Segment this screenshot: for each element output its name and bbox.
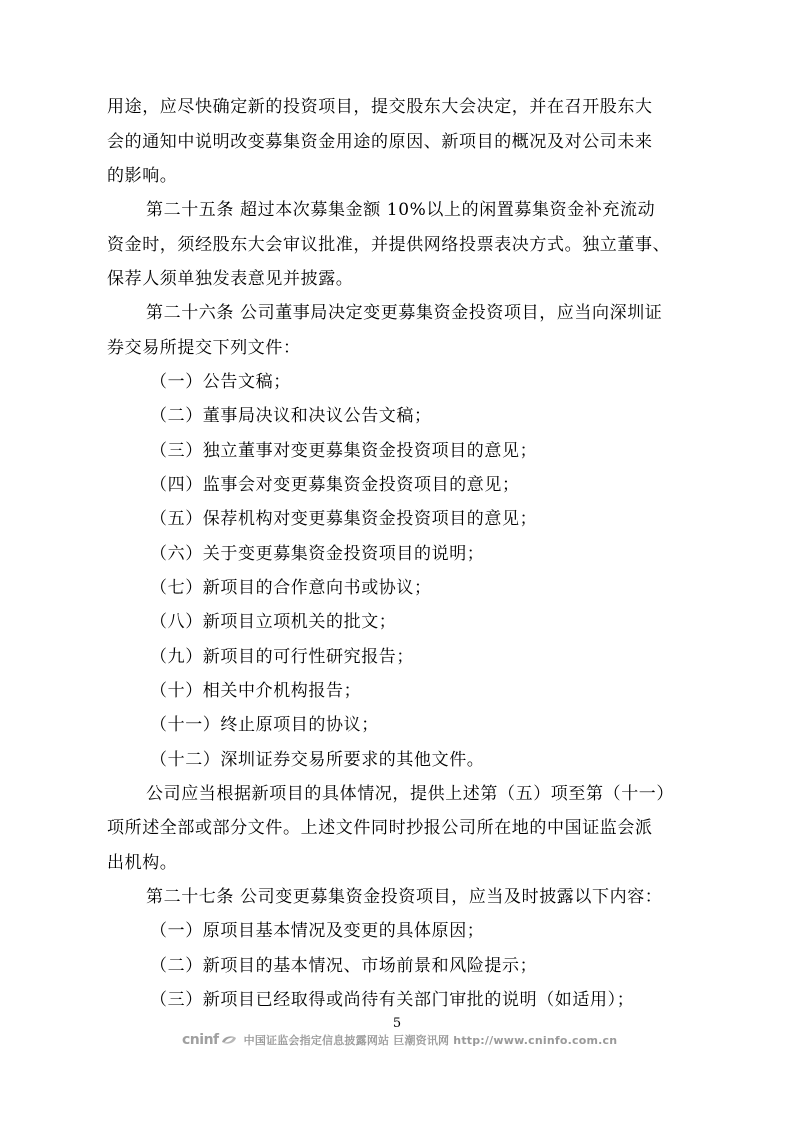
body-line: 出机构。: [107, 853, 178, 873]
article-26-heading-line: 第二十六条 公司董事局决定变更募集资金投资项目，应当向深圳证: [146, 303, 663, 323]
logo-text: cninf: [182, 1032, 219, 1048]
body-line: 项所述全部或部分文件。上述文件同时抄报公司所在地的中国证监会派: [107, 818, 653, 838]
list-item: （十二）深圳证券交易所要求的其他文件。: [150, 750, 485, 770]
list-item: （一）原项目基本情况及变更的具体原因；: [150, 921, 485, 941]
body-line: 会的通知中说明改变募集资金用途的原因、新项目的概况及对公司未来: [107, 132, 653, 152]
footer: [182, 1030, 617, 1050]
list-item: （十）相关中介机构报告；: [150, 681, 362, 701]
list-item: （六）关于变更募集资金投资项目的说明；: [150, 544, 485, 564]
list-item: （二）董事局决议和决议公告文稿；: [150, 406, 432, 426]
list-item: （八）新项目立项机关的批文；: [150, 612, 397, 632]
body-line: 用途，应尽快确定新的投资项目，提交股东大会决定，并在召开股东大: [107, 97, 653, 117]
body-line: 资金时，须经股东大会审议批准，并提供网络投票表决方式。独立董事、: [107, 235, 671, 255]
body-line: 的影响。: [107, 166, 178, 186]
article-27-heading-line: 第二十七条 公司变更募集资金投资项目，应当及时披露以下内容：: [146, 887, 663, 907]
footer-text: 中国证监会指定信息披露网站 巨潮资讯网 http://www.cninfo.com.cn: [243, 1034, 618, 1047]
list-item: （十一）终止原项目的协议；: [150, 715, 379, 735]
list-item: （九）新项目的可行性研究报告；: [150, 647, 414, 667]
body-line: 公司应当根据新项目的具体情况，提供上述第（五）项至第（十一）: [146, 784, 674, 804]
page-number: 5: [392, 1016, 402, 1031]
body-line: 券交易所提交下列文件：: [107, 338, 301, 358]
list-item: （二）新项目的基本情况、市场前景和风险提示；: [150, 956, 538, 976]
list-item: （五）保荐机构对变更募集资金投资项目的意见；: [150, 509, 538, 529]
cninfo-logo: [182, 1032, 238, 1048]
list-item: （七）新项目的合作意向书或协议；: [150, 578, 432, 598]
cninfo-swirl-icon: [220, 1033, 238, 1047]
list-item: （三）新项目已经取得或尚待有关部门审批的说明（如适用）；: [150, 990, 635, 1010]
body-line: 保荐人须单独发表意见并披露。: [107, 269, 354, 289]
list-item: （四）监事会对变更募集资金投资项目的意见；: [150, 475, 520, 495]
list-item: （一）公告文稿；: [150, 372, 291, 392]
list-item: （三）独立董事对变更募集资金投资项目的意见；: [150, 441, 538, 461]
article-25-heading-line: 第二十五条 超过本次募集金额 10%以上的闲置募集资金补充流动: [146, 200, 656, 220]
